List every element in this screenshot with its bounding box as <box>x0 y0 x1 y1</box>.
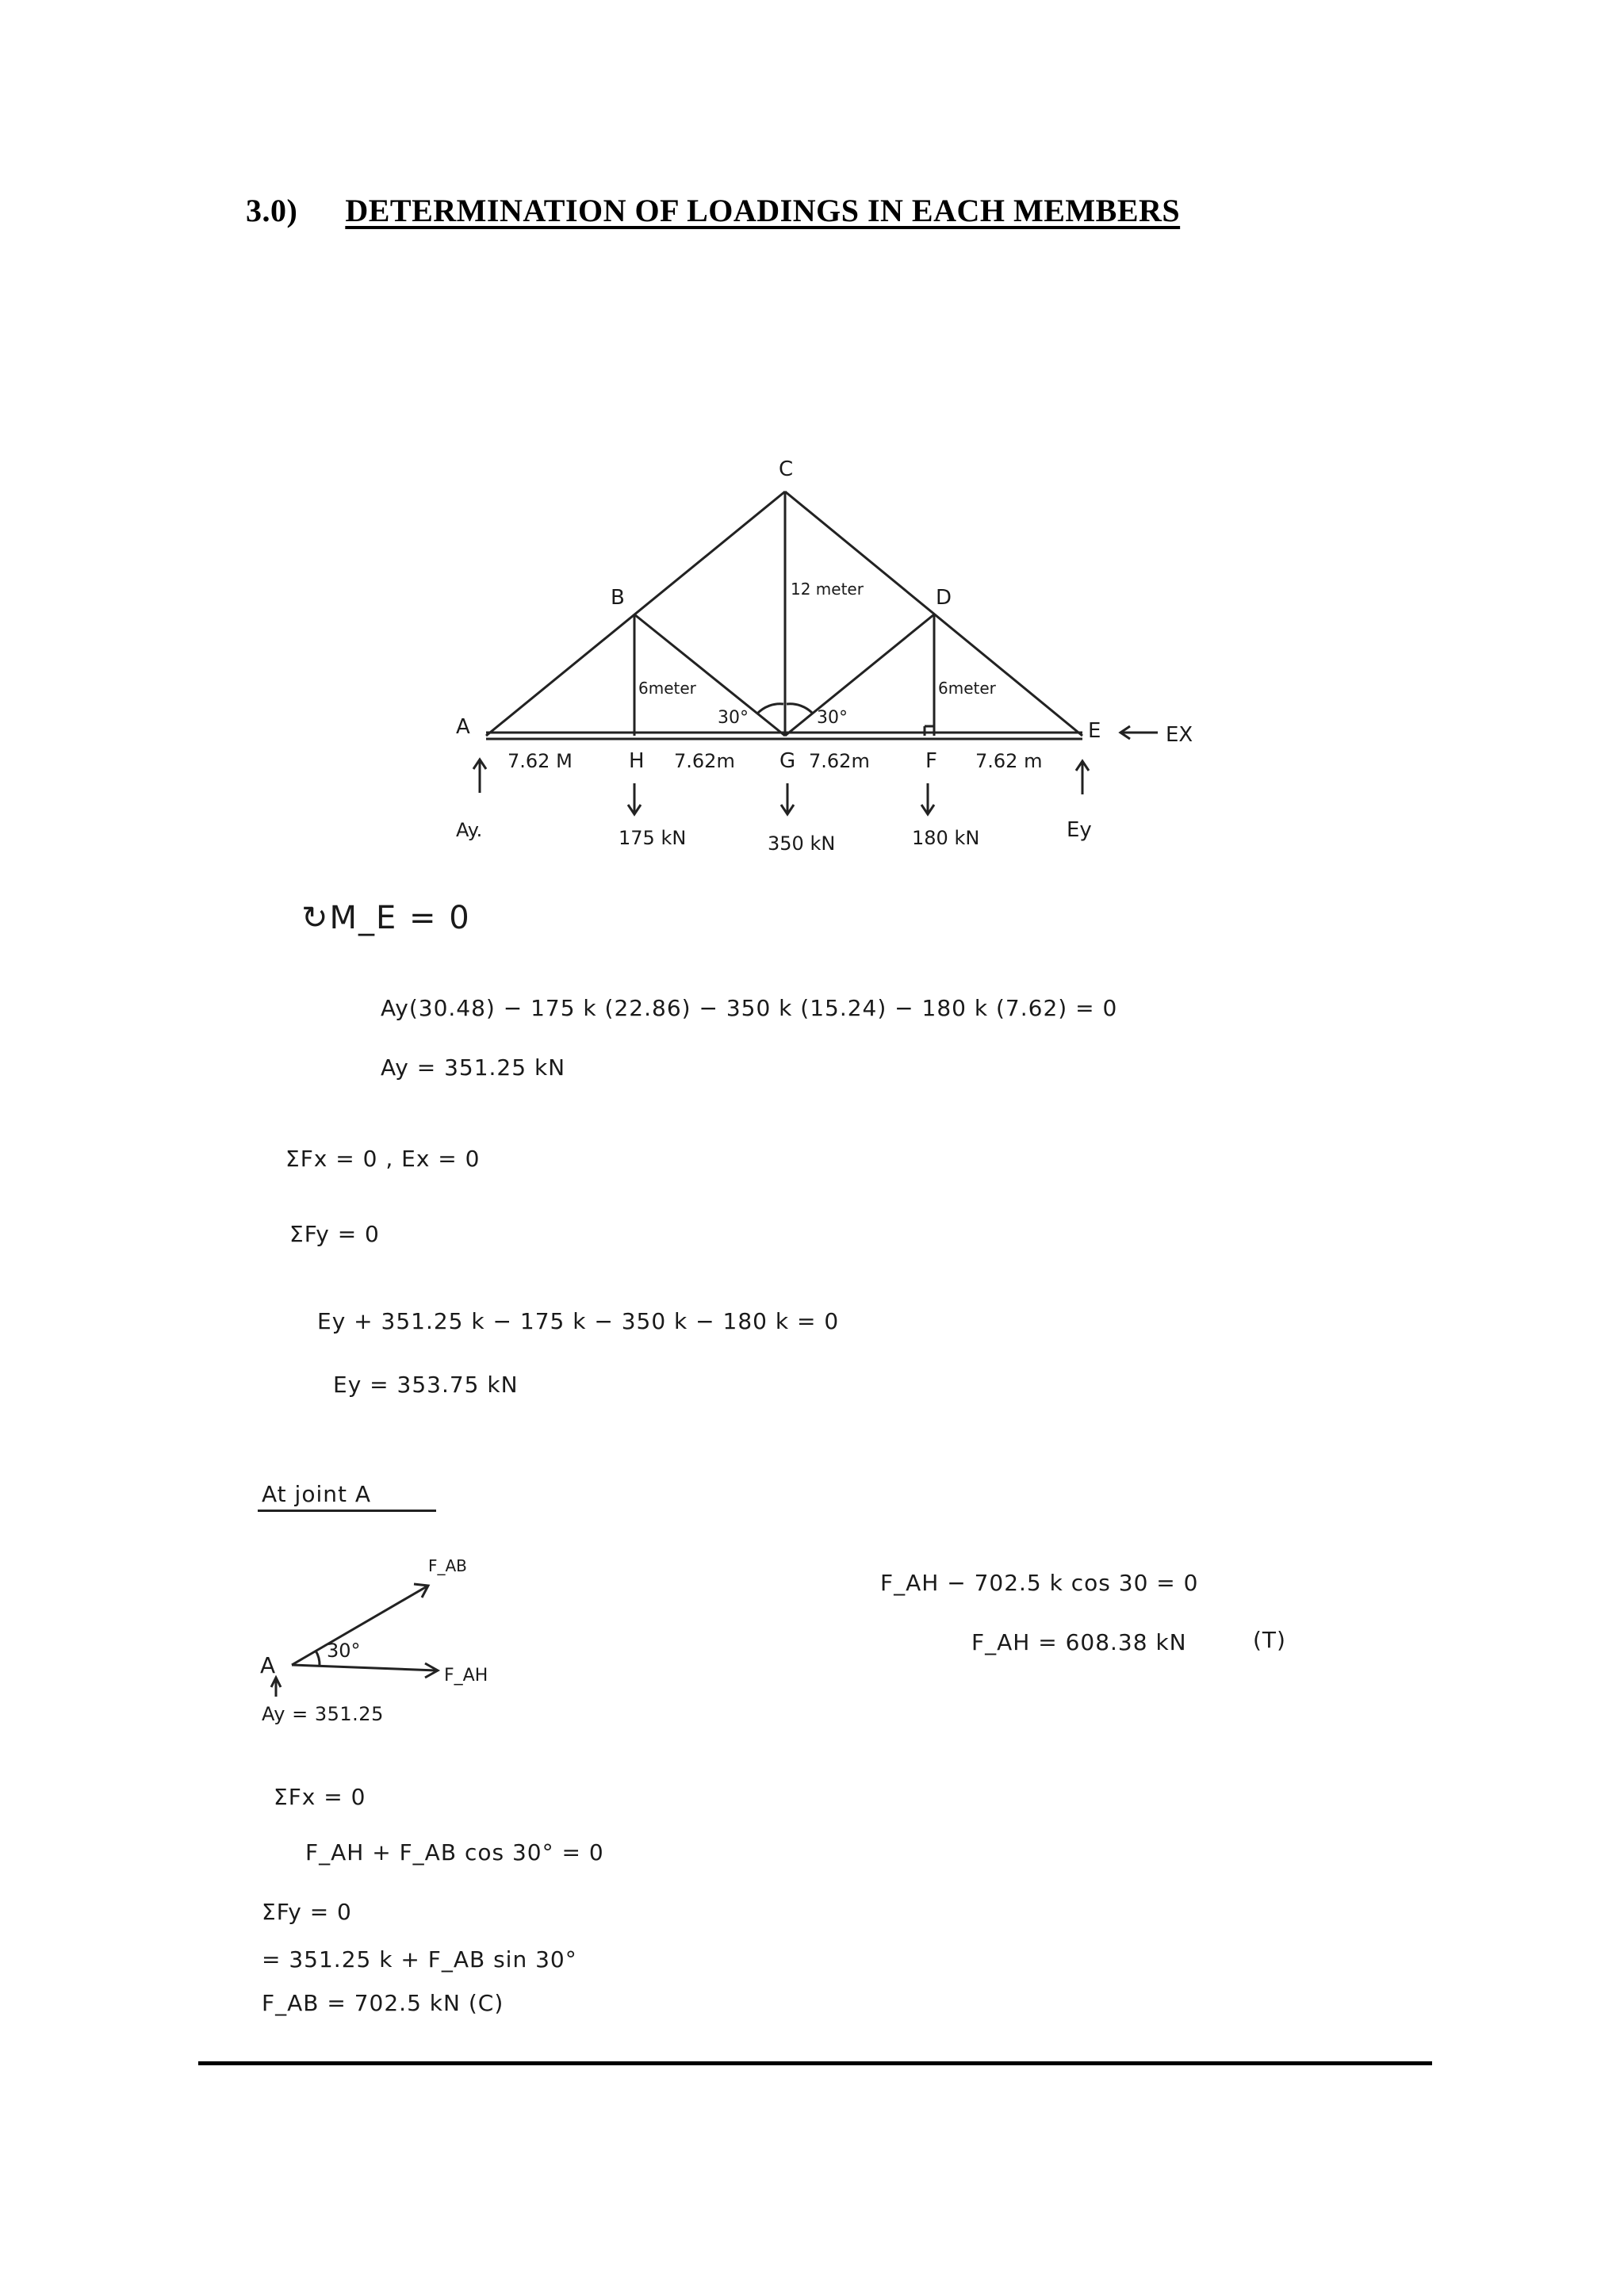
joint-label-a: A <box>456 715 470 739</box>
fab-label: F_AB <box>428 1556 467 1575</box>
joint-label-c: C <box>779 457 794 481</box>
sum-fy-equation: ΣFy = 0 <box>289 1221 380 1247</box>
fy-equation: Ey + 351.25 k − 175 k − 350 k − 180 k = 0 <box>317 1308 840 1334</box>
joint-a-fbd <box>238 1546 571 1728</box>
member-dg <box>785 614 934 736</box>
dim-fe: 7.62 m <box>975 750 1043 772</box>
fah-label: F_AH <box>444 1666 488 1686</box>
sum-fx-equation: ΣFx = 0 , Ex = 0 <box>285 1146 481 1172</box>
fah-state: (T) <box>1253 1627 1286 1653</box>
joint-label-b: B <box>611 586 625 610</box>
moment-title: ↻M_E = 0 <box>301 900 471 936</box>
load-g: 350 kN <box>768 832 836 855</box>
ay-result: Ay = 351.25 kN <box>381 1054 566 1081</box>
joint-label-e: E <box>1088 719 1101 743</box>
moment-equation: Ay(30.48) − 175 k (22.86) − 350 k (15.24) − 180 k (7.62) = 0 <box>381 995 1118 1021</box>
joint-a-ay: Ay = 351.25 <box>262 1703 384 1725</box>
joint-label-g: G <box>779 749 796 773</box>
reaction-ey: Ey <box>1067 818 1092 842</box>
truss-diagram <box>0 0 1624 888</box>
height-cg: 12 meter <box>791 580 864 599</box>
load-f: 180 kN <box>912 827 980 849</box>
angle-right: 30° <box>817 708 848 728</box>
reaction-ay: Ay. <box>456 819 483 841</box>
joint-a-title: At joint A <box>262 1481 372 1507</box>
joint-a-title-underline <box>258 1510 436 1512</box>
joint-a-fx-equation: F_AH + F_AB cos 30° = 0 <box>305 1839 604 1866</box>
height-bh: 6meter <box>638 679 696 698</box>
reaction-ex: EX <box>1166 723 1193 747</box>
fab-result: F_AB = 702.5 kN (C) <box>262 1990 504 2016</box>
joint-label-h: H <box>629 749 645 773</box>
joint-a-sum-fy: ΣFy = 0 <box>262 1899 352 1925</box>
joint-a-angle: 30° <box>327 1640 361 1662</box>
load-h: 175 kN <box>619 827 687 849</box>
height-df: 6meter <box>938 679 996 698</box>
joint-label-f: F <box>925 749 937 773</box>
joint-a-sum-fx: ΣFx = 0 <box>274 1784 366 1810</box>
joint-a-fy-equation: = 351.25 k + F_AB sin 30° <box>262 1946 577 1973</box>
angle-left: 30° <box>718 708 749 728</box>
section-title: DETERMINATION OF LOADINGS IN EACH MEMBERS <box>345 193 1181 228</box>
section-number: 3.0) <box>246 193 298 228</box>
fah-result: F_AH = 608.38 kN <box>971 1629 1187 1655</box>
ey-result: Ey = 353.75 kN <box>333 1372 519 1398</box>
dim-gf: 7.62m <box>809 750 870 772</box>
joint-a-label: A <box>260 1652 276 1678</box>
dim-ah: 7.62 M <box>508 750 573 772</box>
member-bg <box>634 614 785 736</box>
dim-hg: 7.62m <box>674 750 735 772</box>
bottom-rule <box>198 2061 1432 2065</box>
joint-label-d: D <box>936 586 952 610</box>
fah-equation: F_AH − 702.5 k cos 30 = 0 <box>880 1570 1199 1596</box>
